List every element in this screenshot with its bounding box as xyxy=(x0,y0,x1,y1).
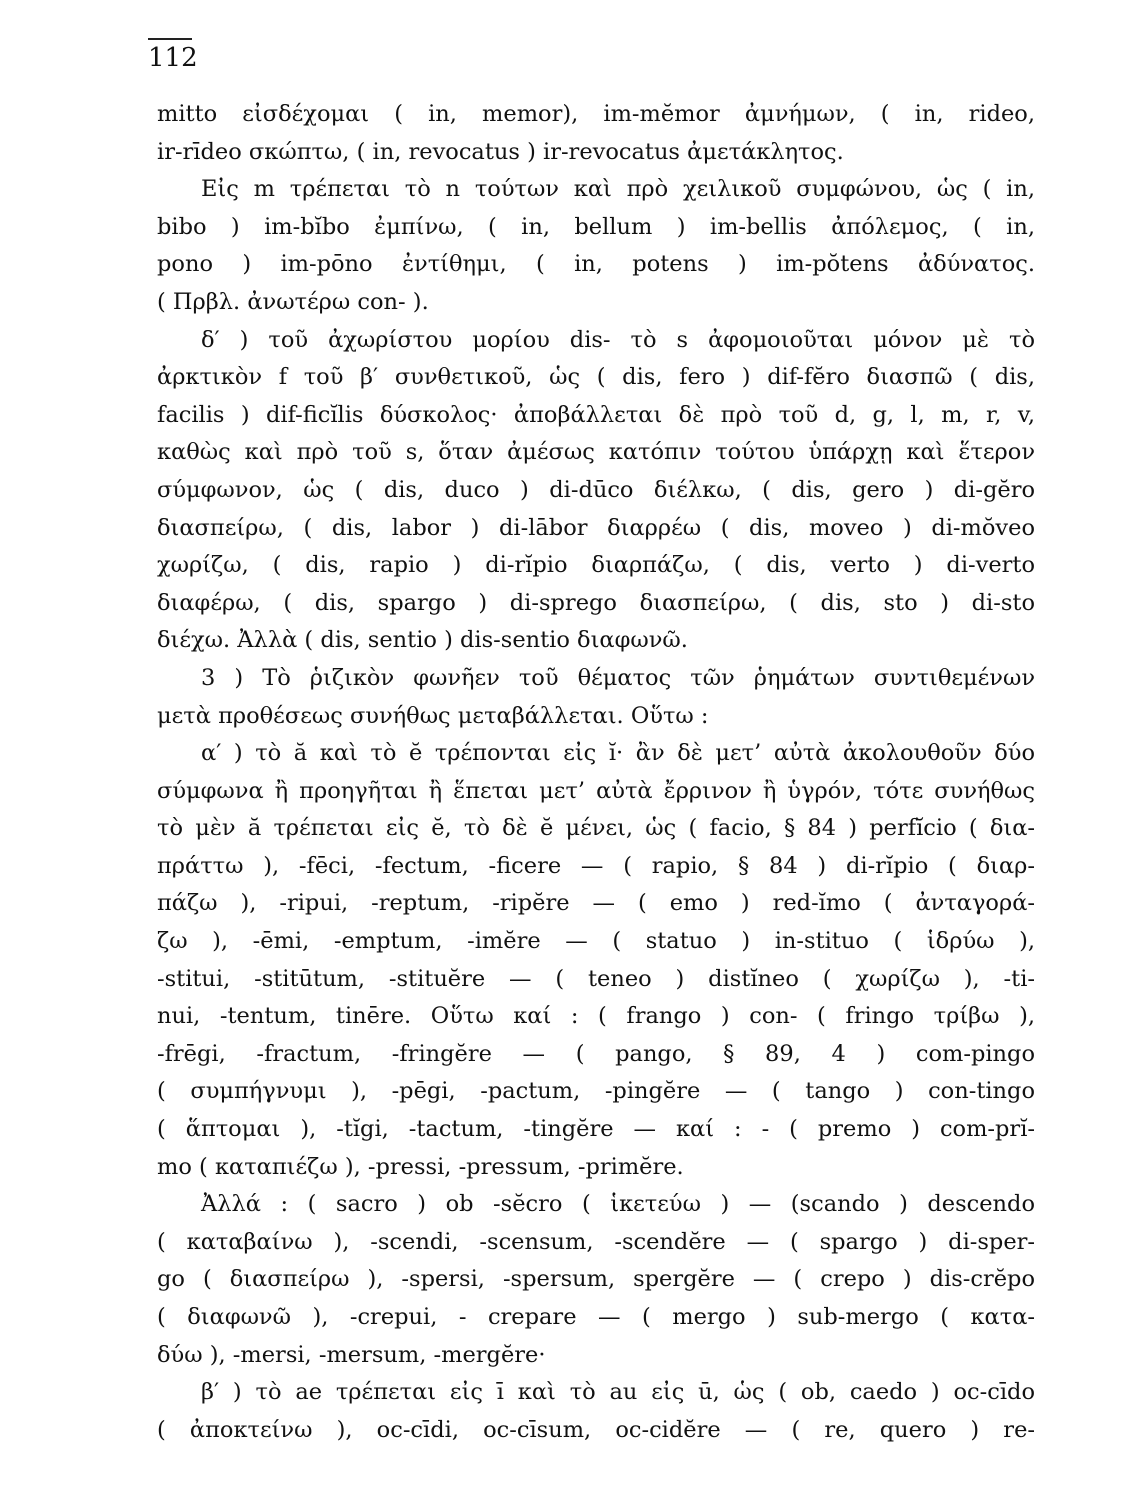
text-line: καθὼς καὶ πρὸ τοῦ s, ὅταν ἀμέσως κατόπιν τούτου ὑπάρχῃ καὶ ἕτερον xyxy=(157,439,1035,466)
text-line: ἀρκτικὸν f τοῦ β′ συνθετικοῦ, ὡς ( dis, fero ) dif-fĕro διασπῶ ( dis, xyxy=(157,364,1035,391)
text-line: α′ ) τὸ ă καὶ τὸ ĕ τρέπονται εἰς ĭ· ἂν δὲ μετ’ αὐτὰ ἀκολουθοῦν δύο xyxy=(201,740,1035,767)
text-line: διασπείρω, ( dis, labor ) di-lābor διαρρέω ( dis, moveo ) di-mŏveo xyxy=(157,514,1035,541)
text-line: πάζω ), -ripui, -reptum, -ripĕre — ( emo ) red-ĭmo ( ἀνταγορά- xyxy=(157,890,1035,917)
text-line: πράττω ), -fēci, -fectum, -ficere — ( rapio, § 84 ) di-rĭpio ( διαρ- xyxy=(157,852,1035,879)
text-line: τὸ μὲν ă τρέπεται εἰς ĕ, τὸ δὲ ĕ μένει, ὡς ( facio, § 84 ) perfĭcio ( δια- xyxy=(157,815,1035,842)
page-number: 112 xyxy=(148,38,192,72)
text-line: 3 ) Τὸ ῥιζικὸν φωνῆεν τοῦ θέματος τῶν ῥημάτων συντιθεμένων xyxy=(201,664,1035,691)
text-line: Ἀλλά : ( sacro ) ob -sĕcro ( ἱκετεύω ) — (scando ) descendo xyxy=(201,1191,1035,1218)
text-line: ( διαφωνῶ ), -crepui, - crepare — ( mergo ) sub-mergo ( κατα- xyxy=(157,1304,1035,1330)
text-line: ζω ), -ēmi, -emptum, -imĕre — ( statuo ) in-stituo ( ἱδρύω ), xyxy=(157,928,1035,955)
text-line: δύω ), -mersi, -mersum, -mergĕre· xyxy=(157,1341,546,1368)
text-line: ( καταβαίνω ), -scendi, -scensum, -scendĕre — ( spargo ) di-sper- xyxy=(157,1228,1035,1255)
text-line: ( Πρβλ. ἀνωτέρω con- ). xyxy=(157,288,429,315)
text-line: -stitui, -stitūtum, -stituĕre — ( teneo ) distĭneo ( χωρίζω ), -ti- xyxy=(157,965,1035,992)
text-line: σύμφωνον, ὡς ( dis, duco ) di-dūco διέλκω, ( dis, gero ) di-gĕro xyxy=(157,476,1035,503)
text-line: -frēgi, -fractum, -fringĕre — ( pango, § 89, 4 ) com-pingo xyxy=(157,1040,1035,1067)
text-line: χωρίζω, ( dis, rapio ) di-rĭpio διαρπάζω, ( dis, verto ) di-verto xyxy=(157,552,1035,579)
text-line: bibo ) im-bĭbo ἐμπίνω, ( in, bellum ) im-bellis ἀπόλεμος, ( in, xyxy=(157,213,1035,240)
text-line: διέχω. Ἀλλὰ ( dis, sentio ) dis-sentio διαφωνῶ. xyxy=(157,627,688,654)
text-line: σύμφωνα ἢ προηγῆται ἢ ἕπεται μετ’ αὐτὰ ἔρρινον ἢ ὑγρόν, τότε συνήθως xyxy=(157,777,1035,804)
text-line: ir-rīdeo σκώπτω, ( in, revocatus ) ir-revocatus ἀμετάκλητος. xyxy=(157,138,844,165)
text-line: mitto εἰσδέχομαι ( in, memor), im-mĕmor ἀμνήμων, ( in, rideo, xyxy=(157,101,1035,127)
text-line: ( ἀποκτείνω ), oc-cīdi, oc-cīsum, oc-cidĕre — ( re, quero ) re- xyxy=(157,1416,1035,1443)
text-line: δ′ ) τοῦ ἀχωρίστου μορίου dis- τὸ s ἀφομοιοῦται μόνον μὲ τὸ xyxy=(201,326,1035,353)
text-line: mo ( καταπιέζω ), -pressi, -pressum, -primĕre. xyxy=(157,1153,684,1180)
text-line: go ( διασπείρω ), -spersi, -spersum, spergĕre — ( crepo ) dis-crĕpo xyxy=(157,1266,1035,1293)
body-text xyxy=(157,96,1035,1449)
text-line: β′ ) τὸ ae τρέπεται εἰς ī καὶ τὸ au εἰς ū, ὡς ( ob, caedo ) oc-cīdo xyxy=(201,1379,1035,1406)
text-line: pono ) im-pōno ἐντίθημι, ( in, potens ) im-pŏtens ἀδύνατος. xyxy=(157,251,1035,278)
text-line: ( συμπήγνυμι ), -pēgi, -pactum, -pingĕre — ( tango ) con-tingo xyxy=(157,1078,1035,1105)
text-line: facilis ) dif-ficĭlis δύσκολος· ἀποβάλλεται δὲ πρὸ τοῦ d, g, l, m, r, v, xyxy=(157,401,1035,428)
text-line: nui, -tentum, tinēre. Οὕτω καί : ( frango ) con- ( fringo τρίβω ), xyxy=(157,1003,1035,1030)
text-line: Εἰς m τρέπεται τὸ n τούτων καὶ πρὸ χειλικοῦ συμφώνου, ὡς ( in, xyxy=(201,176,1035,203)
text-line: διαφέρω, ( dis, spargo ) di-sprego διασπείρω, ( dis, sto ) di-sto xyxy=(157,589,1035,616)
text-line: μετὰ προθέσεως συνήθως μεταβάλλεται. Οὕτω : xyxy=(157,702,709,729)
text-line: ( ἅπτομαι ), -tĭgi, -tactum, -tingĕre — καί : - ( premo ) com-prĭ- xyxy=(157,1116,1035,1143)
